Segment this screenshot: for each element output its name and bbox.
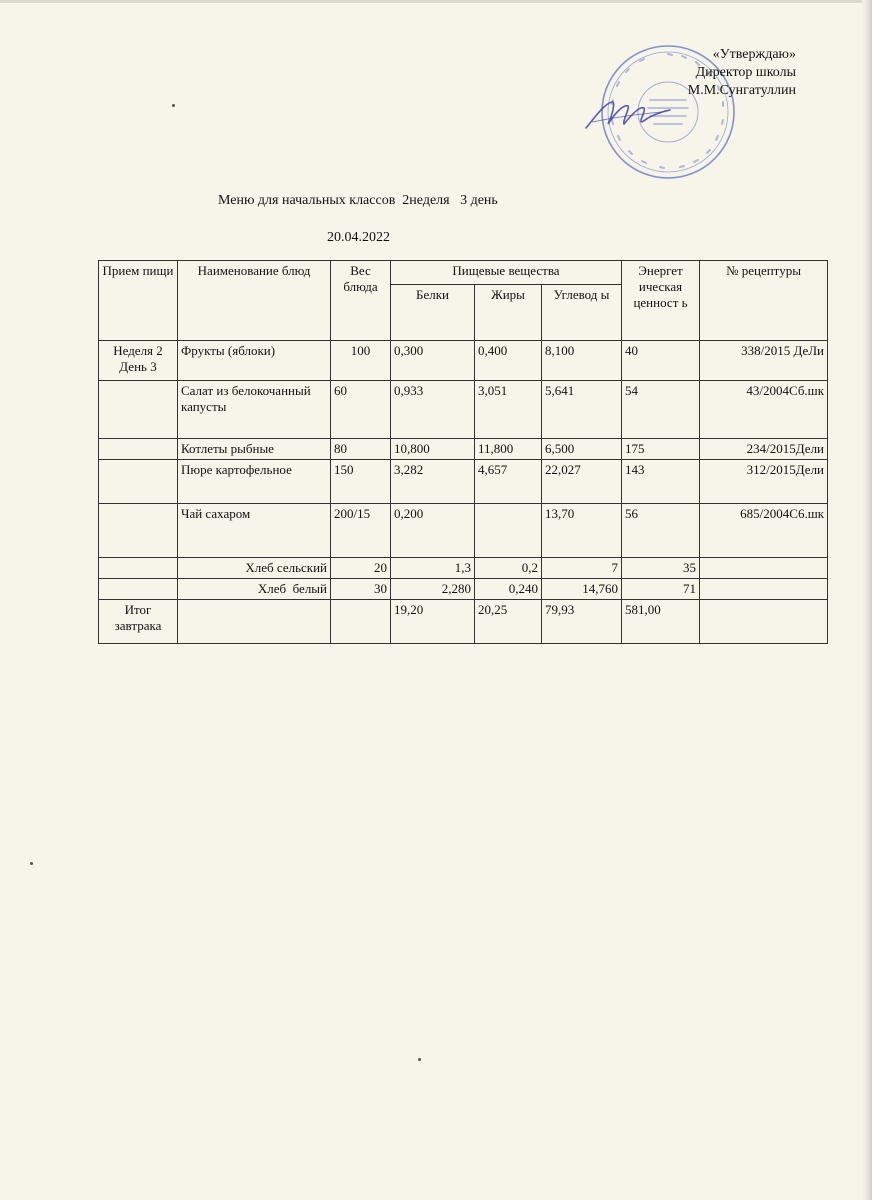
approval-director-name: М.М.Сунгатуллин <box>687 83 796 98</box>
document-date: 20.04.2022 <box>327 230 390 245</box>
approval-heading: «Утверждаю» <box>712 47 796 62</box>
total-label: Итог завтрака <box>99 600 178 644</box>
recipe-cell: 338/2015 ДеЛи <box>700 341 828 381</box>
carbs-cell: 14,760 <box>542 579 622 600</box>
recipe-cell: 234/2015Дели <box>700 439 828 460</box>
recipe-cell <box>700 558 828 579</box>
meal-cell-empty <box>99 504 178 558</box>
meal-cell-empty <box>99 460 178 504</box>
total-dish-empty <box>178 600 331 644</box>
weight-cell: 60 <box>331 381 391 439</box>
header-weight: Вес блюда <box>331 261 391 341</box>
fat-cell: 11,800 <box>475 439 542 460</box>
meal-label: Неделя 2 День 3 <box>99 341 178 381</box>
weight-cell: 30 <box>331 579 391 600</box>
total-protein: 19,20 <box>391 600 475 644</box>
fat-cell <box>475 504 542 558</box>
protein-cell: 0,200 <box>391 504 475 558</box>
carbs-cell: 5,641 <box>542 381 622 439</box>
table-row <box>99 439 828 460</box>
energy-cell: 71 <box>622 579 700 600</box>
dish-cell: Чай сахаром <box>178 504 331 558</box>
header-dish: Наименование блюд <box>178 261 331 341</box>
header-recipe: № рецептуры <box>700 261 828 341</box>
table-row <box>99 460 828 504</box>
protein-cell: 0,933 <box>391 381 475 439</box>
total-fat: 20,25 <box>475 600 542 644</box>
director-signature <box>582 92 672 136</box>
table-row <box>99 579 828 600</box>
protein-cell: 3,282 <box>391 460 475 504</box>
dish-cell: Котлеты рыбные <box>178 439 331 460</box>
weight-cell: 100 <box>331 341 391 381</box>
header-nutrients: Пищевые вещества <box>391 261 622 285</box>
meal-cell-empty <box>99 439 178 460</box>
meal-cell-empty <box>99 579 178 600</box>
scan-speck <box>30 862 33 865</box>
paper-top-edge <box>0 0 872 3</box>
total-recipe-empty <box>700 600 828 644</box>
meal-cell-empty <box>99 558 178 579</box>
dish-cell: Пюре картофельное <box>178 460 331 504</box>
recipe-cell: 685/2004С6.шк <box>700 504 828 558</box>
total-energy: 581,00 <box>622 600 700 644</box>
weight-cell: 80 <box>331 439 391 460</box>
document-title: Меню для начальных классов 2неделя 3 день <box>218 193 498 208</box>
header-meal: Прием пищи <box>99 261 178 341</box>
table-row <box>99 504 828 558</box>
protein-cell: 0,300 <box>391 341 475 381</box>
energy-cell: 143 <box>622 460 700 504</box>
energy-cell: 54 <box>622 381 700 439</box>
carbs-cell: 6,500 <box>542 439 622 460</box>
table-row <box>99 558 828 579</box>
approval-position: Директор школы <box>695 65 796 80</box>
recipe-cell <box>700 579 828 600</box>
header-carbs: Углевод ы <box>542 285 622 341</box>
energy-cell: 175 <box>622 439 700 460</box>
carbs-cell: 22,027 <box>542 460 622 504</box>
total-row <box>99 600 828 644</box>
approval-block <box>688 46 796 100</box>
recipe-cell: 312/2015Дели <box>700 460 828 504</box>
weight-cell: 20 <box>331 558 391 579</box>
fat-cell: 0,400 <box>475 341 542 381</box>
menu-table <box>98 260 828 644</box>
header-fat: Жиры <box>475 285 542 341</box>
fat-cell: 0,2 <box>475 558 542 579</box>
energy-cell: 35 <box>622 558 700 579</box>
energy-cell: 56 <box>622 504 700 558</box>
carbs-cell: 8,100 <box>542 341 622 381</box>
carbs-cell: 13,70 <box>542 504 622 558</box>
meal-cell-empty <box>99 381 178 439</box>
protein-cell: 1,3 <box>391 558 475 579</box>
protein-cell: 10,800 <box>391 439 475 460</box>
total-weight-empty <box>331 600 391 644</box>
fat-cell: 0,240 <box>475 579 542 600</box>
dish-cell: Хлеб сельский <box>178 558 331 579</box>
dish-cell: Салат из белокочанный капусты <box>178 381 331 439</box>
weight-cell: 150 <box>331 460 391 504</box>
header-energy: Энергет ическая ценност ь <box>622 261 700 341</box>
scan-speck <box>418 1058 421 1061</box>
protein-cell: 2,280 <box>391 579 475 600</box>
paper-right-edge <box>862 0 872 1200</box>
fat-cell: 3,051 <box>475 381 542 439</box>
dish-cell: Фрукты (яблоки) <box>178 341 331 381</box>
fat-cell: 4,657 <box>475 460 542 504</box>
recipe-cell: 43/2004Сб.шк <box>700 381 828 439</box>
scan-speck <box>172 104 175 107</box>
weight-cell: 200/15 <box>331 504 391 558</box>
table-row <box>99 341 828 381</box>
table-row <box>99 381 828 439</box>
dish-cell: Хлеб белый <box>178 579 331 600</box>
carbs-cell: 7 <box>542 558 622 579</box>
total-carbs: 79,93 <box>542 600 622 644</box>
energy-cell: 40 <box>622 341 700 381</box>
header-protein: Белки <box>391 285 475 341</box>
